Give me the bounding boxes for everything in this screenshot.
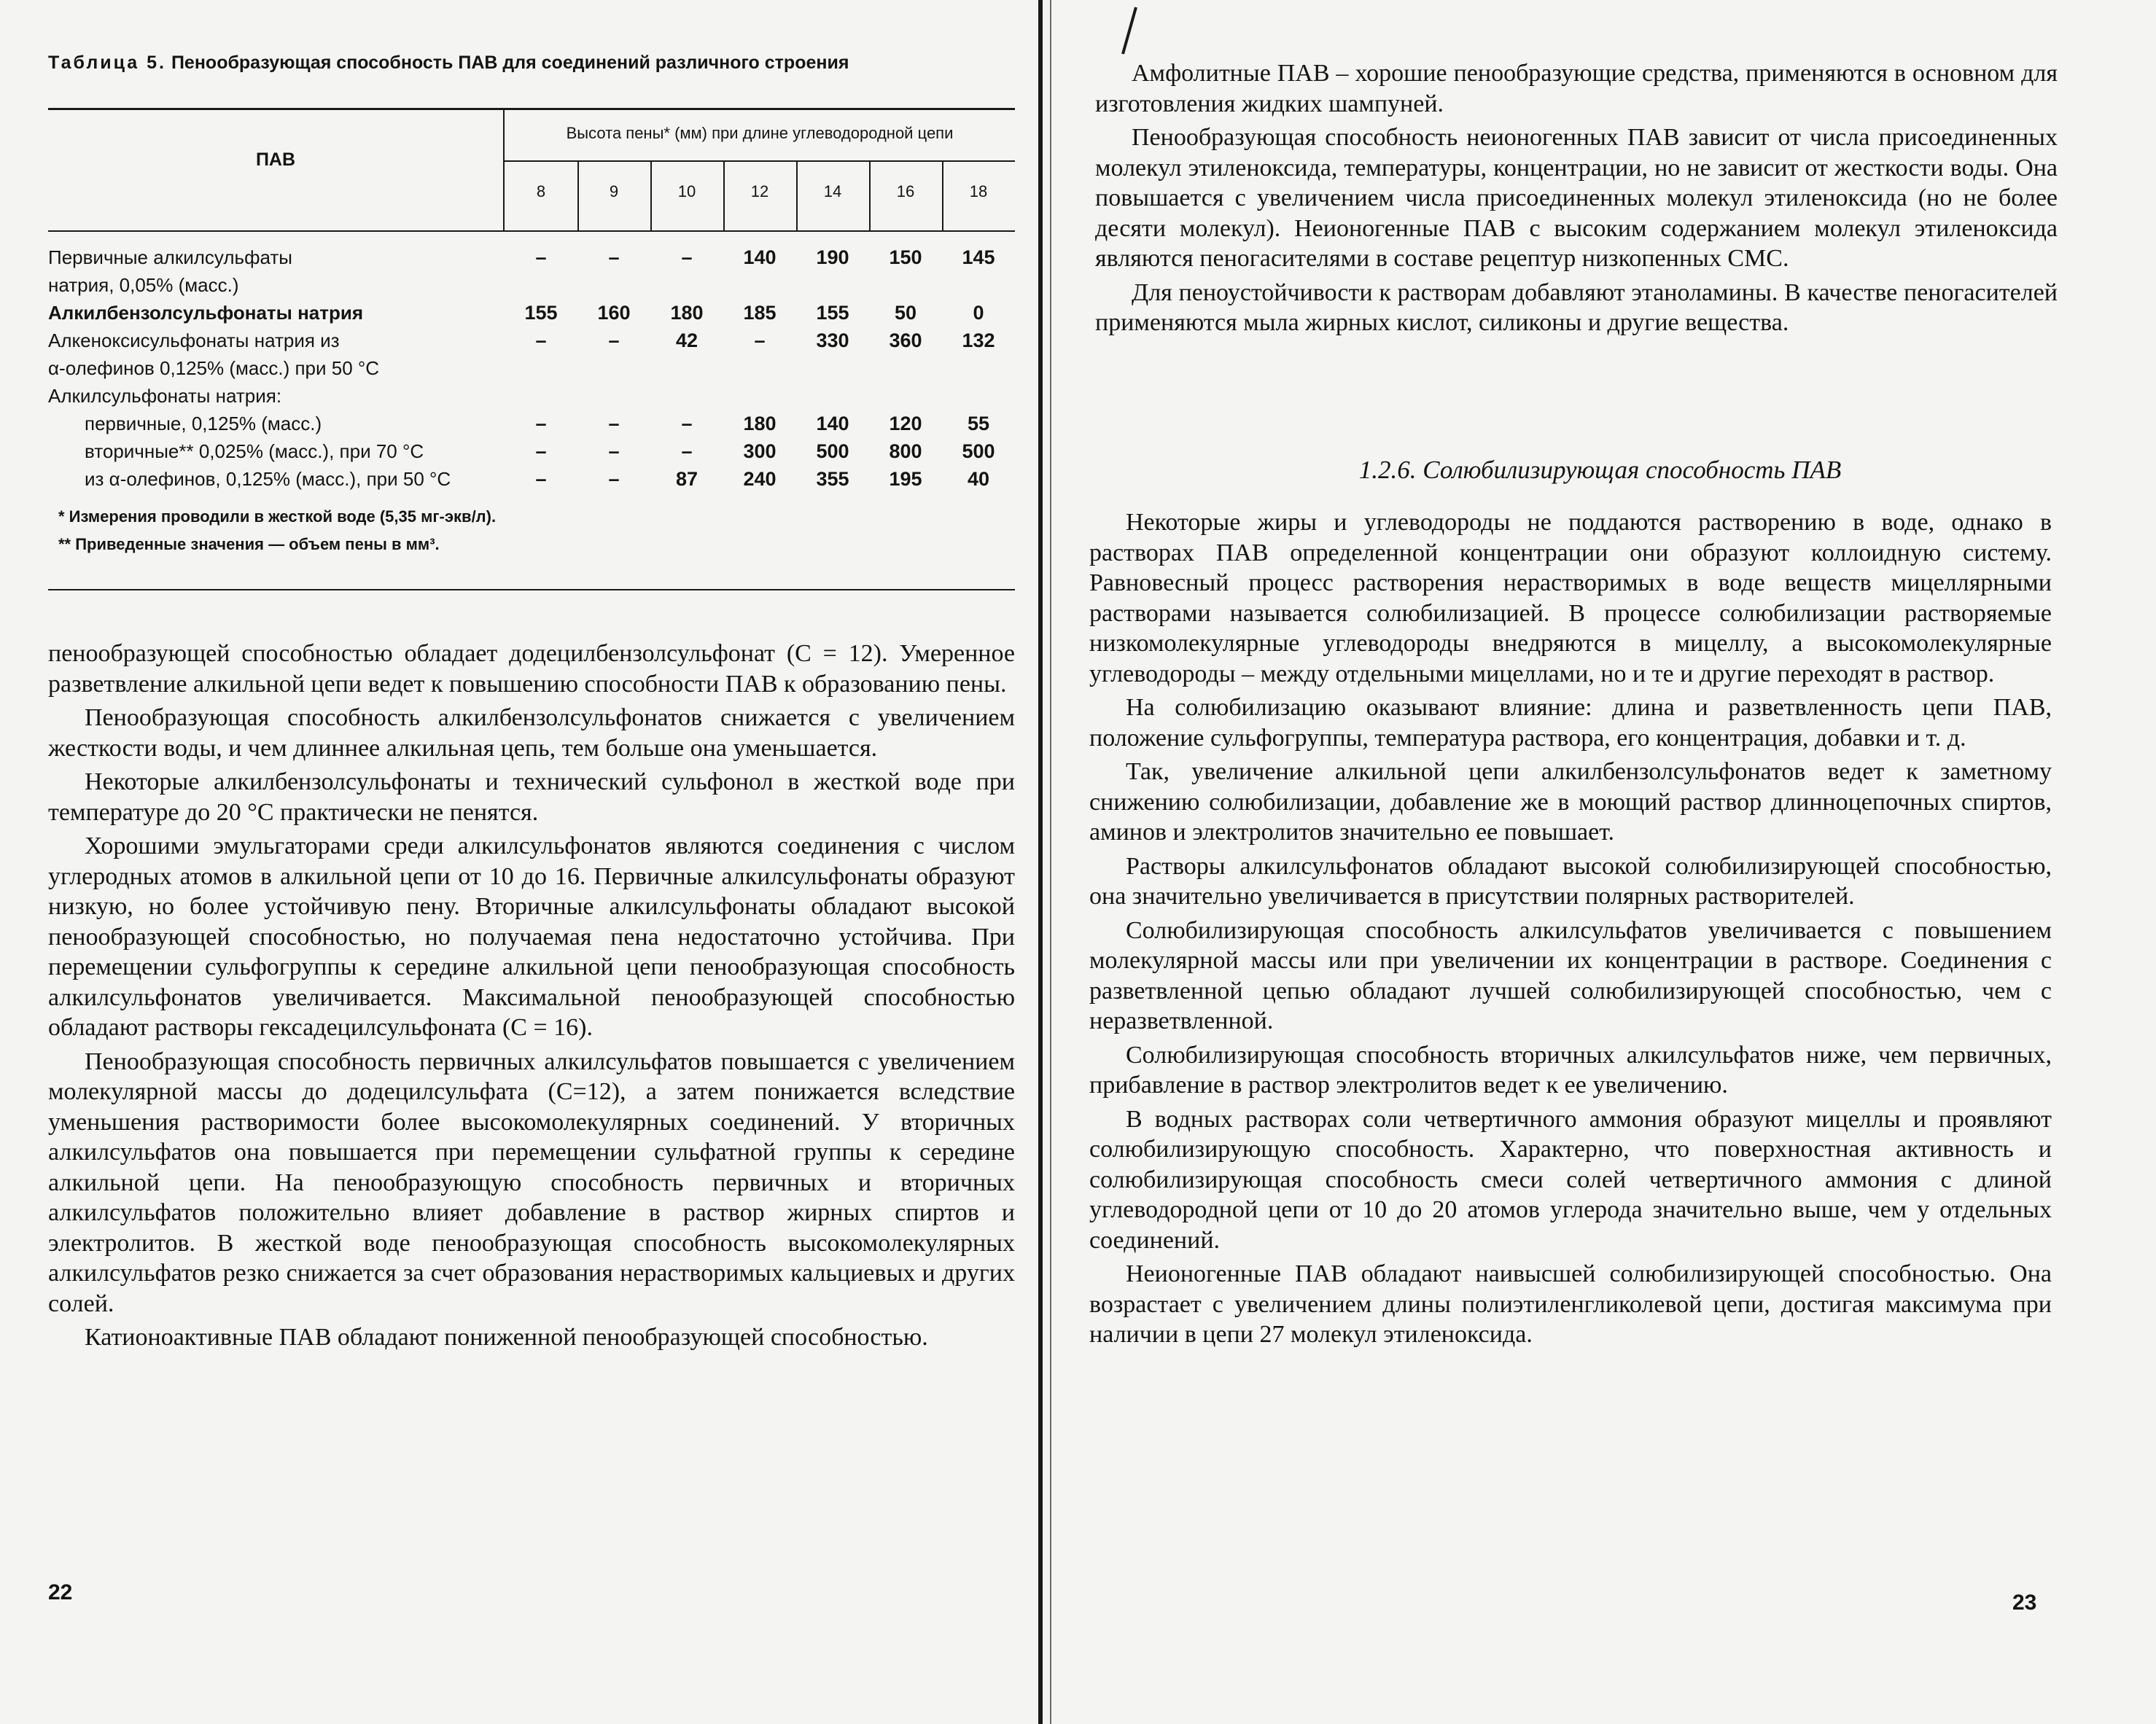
- table-note-1: * Измерения проводили в жесткой воде (5,35 мг-экв/л).: [58, 507, 497, 526]
- table-cell: 145: [962, 246, 995, 268]
- table-cell: –: [681, 440, 693, 462]
- table-caption-label: Таблица 5.: [48, 52, 166, 73]
- table-cell: 500: [816, 440, 849, 462]
- paragraph: Пенообразующая способность первичных алкилсульфатов повышается с увеличением молекулярной массы до додецилсульфата (С=12), а затем понижается вследствие уменьшения растворимости более высокомолекулярных соединений. У вторичных алкилсульфатов она повышается при перемещении сульфатной группы к середине алкильной цепи. На пенообразующую способность первичных и вторичных алкилсульфатов положительно влияет добавление в раствор жирных спиртов и электролитов. В жесткой воде пенообразующая способность высокомолекулярных алкилсульфатов резко снижается за счет образования нерастворимых кальциевых и других солей.: [48, 1048, 1015, 1317]
- table-cell: 0: [973, 302, 984, 324]
- table-cell: –: [608, 246, 620, 268]
- table-cell: –: [608, 413, 620, 434]
- table-row-label: Алкилсульфонаты натрия:: [48, 385, 282, 407]
- table-cell: –: [535, 413, 547, 434]
- paragraph: Катионоактивные ПАВ обладают пониженной пенообразующей способностью.: [85, 1324, 928, 1351]
- table-cell: 132: [962, 329, 995, 351]
- book-spine: [1038, 0, 1043, 1724]
- table-chain-length-header: 14: [823, 182, 842, 200]
- table-row-label: Алкилбензолсульфонаты натрия: [48, 302, 363, 324]
- right-body-text-bottom: [1089, 507, 2052, 1350]
- paragraph: Солюбилизирующая способность вторичных алкилсульфатов ниже, чем первичных, прибавление в раствор электролитов ведет к ее увеличению.: [1089, 1041, 2052, 1099]
- table-row-label: Первичные алкилсульфаты: [48, 246, 292, 268]
- table-chain-length-header: 10: [677, 182, 696, 200]
- table-cell: 240: [743, 468, 777, 490]
- table-chain-length-header: 12: [750, 182, 769, 200]
- table-row-label: Алкеноксисульфонаты натрия из: [48, 329, 340, 351]
- table-cell: 87: [675, 468, 698, 490]
- paragraph: Хорошими эмульгаторами среди алкилсульфонатов являются соединения с числом углеродных атомов в алкильной цепи от 10 до 16. Первичные алкилсульфонаты образуют низкую, но более устойчивую пену. Вторичные алкилсульфонаты обладают высокой пенообразующей способностью, но получаемая пена недостаточно устойчива. При перемещении сульфогруппы к середине алкильной цепи пенообразующая способность алкилсульфонатов увеличивается. Максимальной пенообразующей способностью обладают растворы гексадецилсульфоната (С = 16).: [48, 832, 1015, 1041]
- page-number-right: 23: [2012, 1591, 2037, 1615]
- table-chain-length-header: 18: [969, 182, 988, 200]
- table-cell: –: [681, 413, 693, 434]
- table-cell: 195: [889, 468, 922, 490]
- paragraph: Неионогенные ПАВ обладают наивысшей солюбилизирующей способностью. Она возрастает с увеличением длины полиэтиленгликолевой цепи, достигая максимума при наличии в цепи 27 молекул этиленоксида.: [1089, 1260, 2052, 1348]
- table-cell: 160: [597, 302, 631, 324]
- table-cell: 42: [675, 329, 698, 351]
- table-cell: –: [535, 440, 547, 462]
- pen-mark: [1114, 6, 1143, 57]
- paragraph: Солюбилизирующая способность алкилсульфатов увеличивается с повышением молекулярной массы или при увеличении их концентрации в растворе. Соединения с разветвленной цепью обладают лучшей солюбилизирующей способностью, чем с неразветвленной.: [1089, 916, 2052, 1034]
- table-cell: 140: [743, 246, 777, 268]
- paragraph: Растворы алкилсульфонатов обладают высокой солюбилизирующей способностью, она значительно увеличивается в присутствии полярных растворителей.: [1089, 852, 2052, 910]
- table-cell: 180: [670, 302, 704, 324]
- paragraph: Пенообразующая способность неионогенных ПАВ зависит от числа присоединенных молекул этиленоксида, температуры, концентрации, но не зависит от жесткости воды. Она повышается с увеличением числа присоединенных молекул этиленоксида (но не более десяти молекул). Неионогенные ПАВ с высоким содержанием молекул этиленоксида являются пеногасителями в составе рецептур низкопенных СМС.: [1095, 124, 2058, 272]
- table-chain-length-header: 8: [536, 182, 546, 200]
- paragraph: Амфолитные ПАВ – хорошие пенообразующие средства, применяются в основном для изготовления жидких шампуней.: [1095, 60, 2058, 117]
- table-cell: –: [535, 246, 547, 268]
- table-cell: 185: [743, 302, 777, 324]
- table-header-group: Высота пены* (мм) при длине углеводородной цепи: [566, 124, 954, 142]
- table-cell: 150: [889, 246, 922, 268]
- table-cell: 155: [524, 302, 558, 324]
- table-cell: –: [681, 246, 693, 268]
- table-cell: 155: [816, 302, 849, 324]
- table-chain-length-header: 16: [896, 182, 915, 200]
- table-chain-length-header: 9: [609, 182, 619, 200]
- table-cell: –: [535, 329, 547, 351]
- table-caption: [48, 52, 1018, 74]
- table-cell: 190: [816, 246, 849, 268]
- paragraph: Так, увеличение алкильной цепи алкилбензолсульфонатов ведет к заметному снижению солюбилизации, добавление же в моющий раствор длинноцепочных спиртов, аминов и электролитов значительно ее повышает.: [1089, 758, 2052, 846]
- table-cell: 55: [967, 413, 990, 434]
- table-cell: 800: [889, 440, 922, 462]
- table-cell: 140: [816, 413, 849, 434]
- table-bottom-rule: [48, 589, 1015, 590]
- section-heading: 1.2.6. Солюбилизирующая способность ПАВ: [1358, 456, 1842, 484]
- paragraph: Для пеноустойчивости к растворам добавляют этаноламины. В качестве пеногасителей применяются мыла жирных кислот, силиконы и другие вещества.: [1095, 278, 2058, 336]
- table-cell: 120: [889, 413, 922, 434]
- table-cell: –: [535, 468, 547, 490]
- table-row-label: вторичные** 0,025% (масс.), при 70 °C: [85, 440, 424, 462]
- page-number-left: 22: [48, 1580, 73, 1604]
- table-subheader-rule: [503, 160, 1015, 162]
- paragraph: В водных растворах соли четвертичного аммония образуют мицеллы и проявляют солюбилизирующую способность. Характерно, что поверхностная активность и солюбилизирующая способность смеси солей четвертичного аммония с длиной углеводородной цепи от 10 до 20 атомов углерода значительно выше, чем у отдельных соединений.: [1089, 1105, 2052, 1254]
- table-cell: 360: [889, 329, 922, 351]
- paragraph: Некоторые жиры и углеводороды не поддаются растворению в воде, однако в растворах ПАВ определенной концентрации они образуют коллоидную систему. Равновесный процесс растворения нерастворимых в воде веществ мицеллярными растворами называется солюбилизацией. В процессе солюбилизации растворяемые низкомолекулярные углеводороды внедряются в мицеллу, а высокомолекулярные углеводороды – между отдельными мицеллами, но и те и другие переходят в раствор.: [1089, 509, 2052, 687]
- paragraph: Пенообразующая способность алкилбензолсульфонатов снижается с увеличением жесткости воды, и чем длиннее алкильная цепь, тем больше она уменьшается.: [48, 704, 1015, 762]
- table-cell: –: [608, 468, 620, 490]
- table-row-label: натрия, 0,05% (масс.): [48, 274, 239, 296]
- table-cell: 500: [962, 440, 995, 462]
- table-cell: 50: [894, 302, 917, 324]
- table-note-2: ** Приведенные значения — объем пены в мм³.: [58, 535, 440, 553]
- table-row-label: из α-олефинов, 0,125% (масс.), при 50 °C: [85, 468, 451, 490]
- table-header-pav: ПАВ: [255, 149, 296, 170]
- table-cell: 40: [967, 468, 990, 490]
- left-body-text: [48, 639, 1015, 1353]
- table-row-label: α-олефинов 0,125% (масс.) при 50 °C: [48, 357, 380, 379]
- paragraph: пенообразующей способностью обладает додецилбензолсульфонат (С = 12). Умеренное разветвление алкильной цепи ведет к повышению способности ПАВ к образованию пены.: [48, 640, 1015, 698]
- table-cell: –: [608, 440, 620, 462]
- table-caption-text: Пенообразующая способность ПАВ для соединений различного строения: [171, 52, 849, 73]
- table-cell: 330: [816, 329, 849, 351]
- right-body-text-top: [1095, 58, 2058, 338]
- paragraph: Некоторые алкилбензолсульфонаты и технический сульфонол в жесткой воде при температуре до 20 °С практически не пенятся.: [48, 768, 1015, 826]
- table-top-rule: [48, 108, 1015, 110]
- paragraph: На солюбилизацию оказывают влияние: длина и разветвленность цепи ПАВ, положение сульфогруппы, температура раствора, его концентрация, добавки и т. д.: [1089, 694, 2052, 752]
- table-cell: 180: [743, 413, 777, 434]
- table-cell: 355: [816, 468, 849, 490]
- table-row-label: первичные, 0,125% (масс.): [85, 413, 322, 434]
- table-cell: 300: [743, 440, 777, 462]
- table-cell: –: [608, 329, 620, 351]
- table-cell: –: [754, 329, 766, 351]
